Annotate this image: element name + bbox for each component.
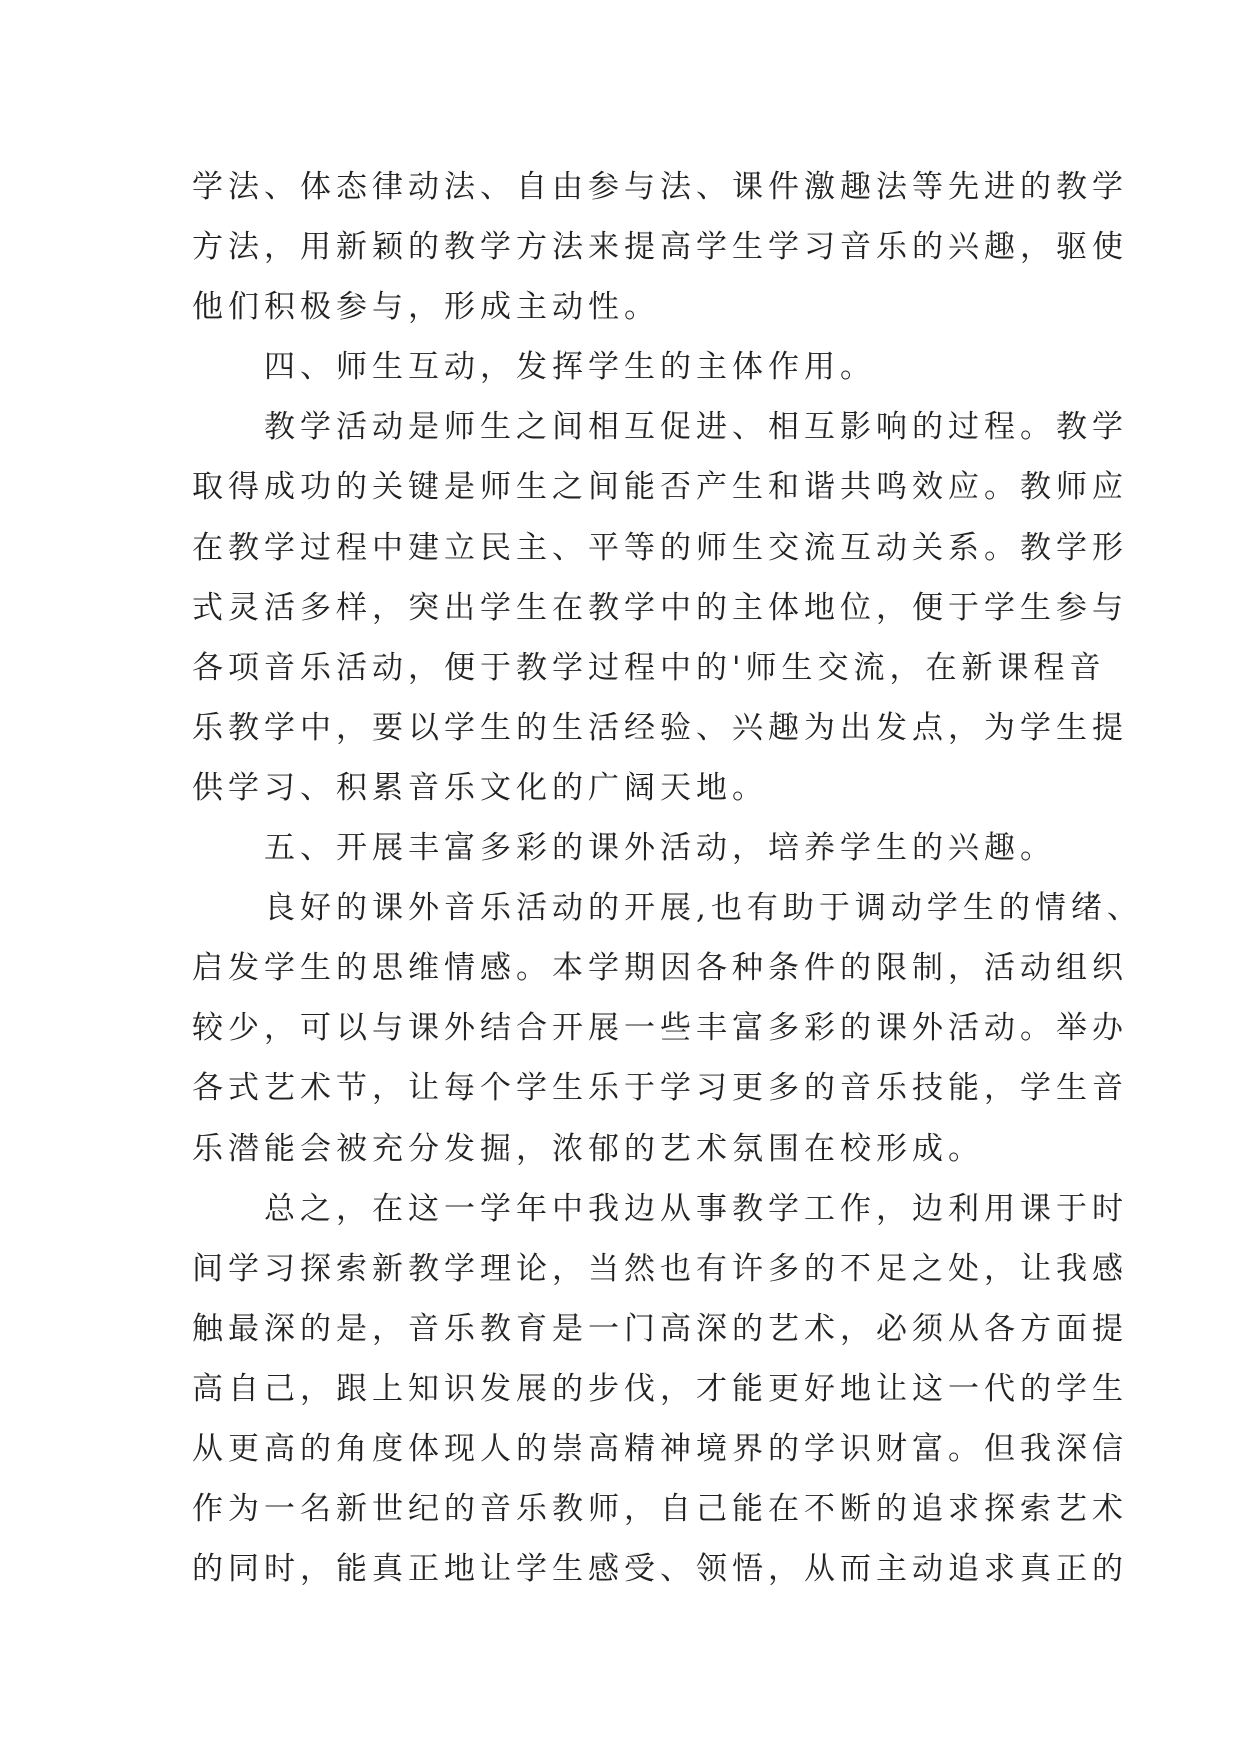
text-line: 乐教学中，要以学生的生活经验、兴趣为出发点，为学生提 xyxy=(192,709,1128,746)
text-line: 学法、体态律动法、自由参与法、课件激趣法等先进的教学 xyxy=(192,169,1128,205)
text-line: 触最深的是，音乐教育是一门高深的艺术，必须从各方面提 xyxy=(192,1310,1128,1347)
text-line: 作为一名新世纪的音乐教师，自己能在不断的追求探索艺术 xyxy=(192,1491,1128,1528)
text-line: 良好的课外音乐活动的开展,也有助于调动学生的情绪、 xyxy=(264,890,1143,927)
text-line: 乐潜能会被充分发掘，浓郁的艺术氛围在校形成。 xyxy=(192,1130,984,1167)
text-line: 方法，用新颖的教学方法来提高学生学习音乐的兴趣，驱使 xyxy=(192,229,1128,266)
text-line: 他们积极参与，形成主动性。 xyxy=(192,289,660,326)
text-line: 各项音乐活动，便于教学过程中的'师生交流，在新课程音 xyxy=(192,649,1106,686)
text-line: 在教学过程中建立民主、平等的师生交流互动关系。教学形 xyxy=(192,529,1128,566)
text-line: 各式艺术节，让每个学生乐于学习更多的音乐技能，学生音 xyxy=(192,1070,1128,1107)
text-line: 从更高的角度体现人的崇高精神境界的学识财富。但我深信 xyxy=(192,1430,1128,1467)
text-line: 式灵活多样，突出学生在教学中的主体地位，便于学生参与 xyxy=(192,589,1128,626)
text-line: 教学活动是师生之间相互促进、相互影响的过程。教学 xyxy=(264,409,1128,446)
text-line: 启发学生的思维情感。本学期因各种条件的限制，活动组织 xyxy=(192,950,1128,987)
text-line: 高自己，跟上知识发展的步伐，才能更好地让这一代的学生 xyxy=(192,1370,1128,1407)
text-line: 四、师生互动，发挥学生的主体作用。 xyxy=(264,349,876,386)
text-line: 总之，在这一学年中我边从事教学工作，边利用课于时 xyxy=(264,1190,1128,1227)
text-line: 间学习探索新教学理论，当然也有许多的不足之处，让我感 xyxy=(192,1250,1128,1287)
text-line: 的同时，能真正地让学生感受、领悟，从而主动追求真正的 xyxy=(192,1551,1128,1588)
document-body xyxy=(192,157,1143,1599)
text-line: 供学习、积累音乐文化的广阔天地。 xyxy=(192,769,768,806)
text-line: 较少，可以与课外结合开展一些丰富多彩的课外活动。举办 xyxy=(192,1010,1128,1047)
text-line: 五、开展丰富多彩的课外活动，培养学生的兴趣。 xyxy=(264,830,1056,867)
text-line: 取得成功的关键是师生之间能否产生和谐共鸣效应。教师应 xyxy=(192,469,1128,506)
